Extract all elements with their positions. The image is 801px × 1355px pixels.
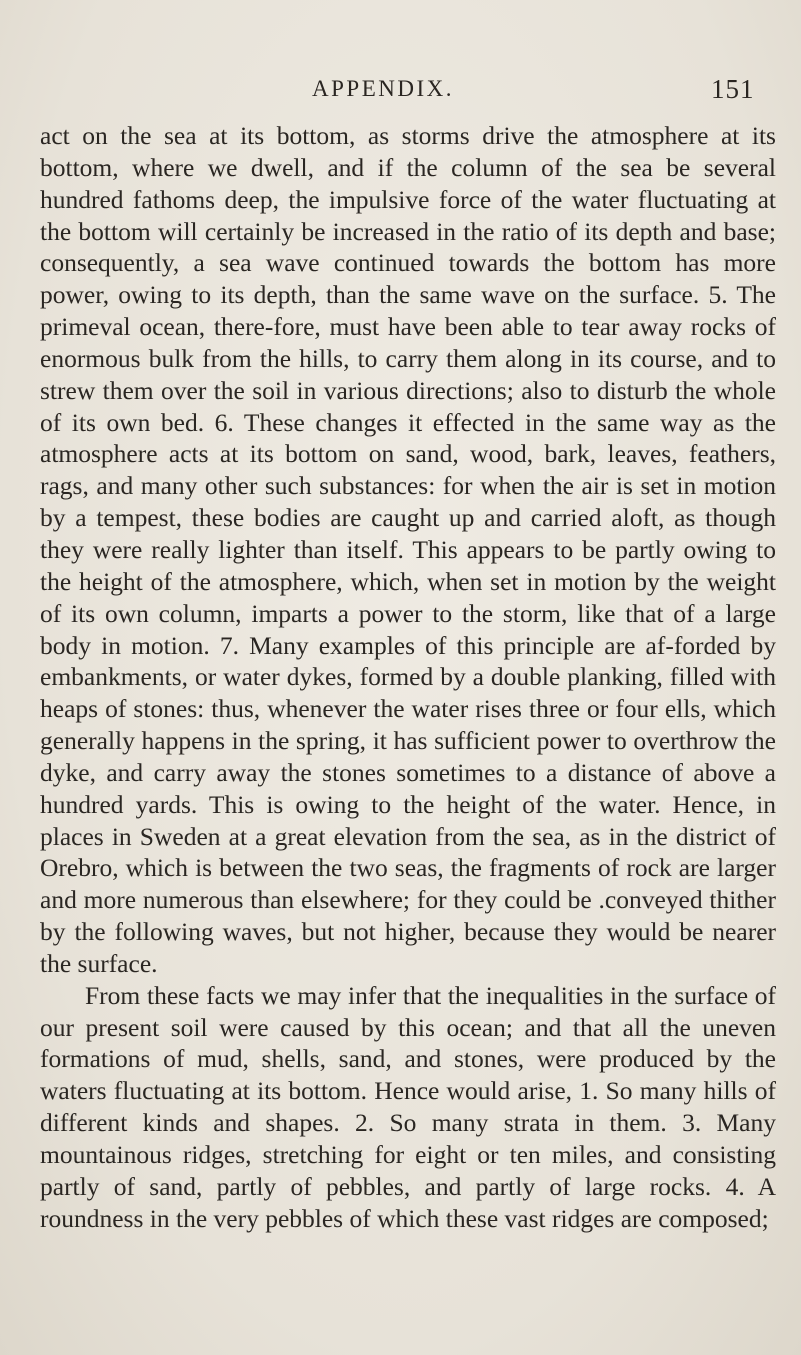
- running-head: [0, 74, 801, 114]
- paragraph: From these facts we may infer that the inequalities in the surface of our present soil were caused by this ocean; and that all the uneven formations of mud, shells, sand, and stones, were produced by the waters fluctuating at its bottom. Hence would arise, 1. So many hills of different kinds and shapes. 2. So many strata in them. 3. Many mountainous ridges, stretching for eight or ten miles, and consisting partly of sand, partly of pebbles, and partly of large rocks. 4. A roundness in the very pebbles of which these vast ridges are composed;: [40, 980, 776, 1233]
- body-text: [40, 120, 776, 1235]
- page-number: 151: [711, 74, 755, 104]
- paragraph-continued: act on the sea at its bottom, as storms drive the atmosphere at its bottom, where we dwell, and if the column of the sea be several hundred fathoms deep, the impulsive force of the water fluctuating at the bottom will certainly be increased in the ratio of its depth and base; consequently, a sea wave continued towards the bottom has more power, owing to its depth, than the same wave on the surface. 5. The primeval ocean, there-fore, must have been able to tear away rocks of enormous bulk from the hills, to carry them along in its course, and to strew them over the soil in various directions; also to disturb the whole of its own bed. 6. These changes it effected in the same way as the atmosphere acts at its bottom on sand, wood, bark, leaves, feathers, rags, and many other such substances: for when the air is set in motion by a tempest, these bodies are caught up and carried aloft, as though they were really lighter than itself. This appears to be partly owing to the height of the atmosphere, which, when set in motion by the weight of its own column, imparts a power to the storm, like that of a large body in motion. 7. Many examples of this principle are af-forded by embankments, or water dykes, formed by a double planking, filled with heaps of stones: thus, whenever the water rises three or four ells, which generally happens in the spring, it has sufficient power to overthrow the dyke, and carry away the stones sometimes to a distance of above a hundred yards. This is owing to the height of the water. Hence, in places in Sweden at a great elevation from the sea, as in the district of Orebro, which is between the two seas, the fragments of rock are larger and more numerous than elsewhere; for they could be .conveyed thither by the following waves, but not higher, because they would be nearer the surface.: [40, 121, 776, 978]
- running-head-title: APPENDIX.: [312, 76, 454, 101]
